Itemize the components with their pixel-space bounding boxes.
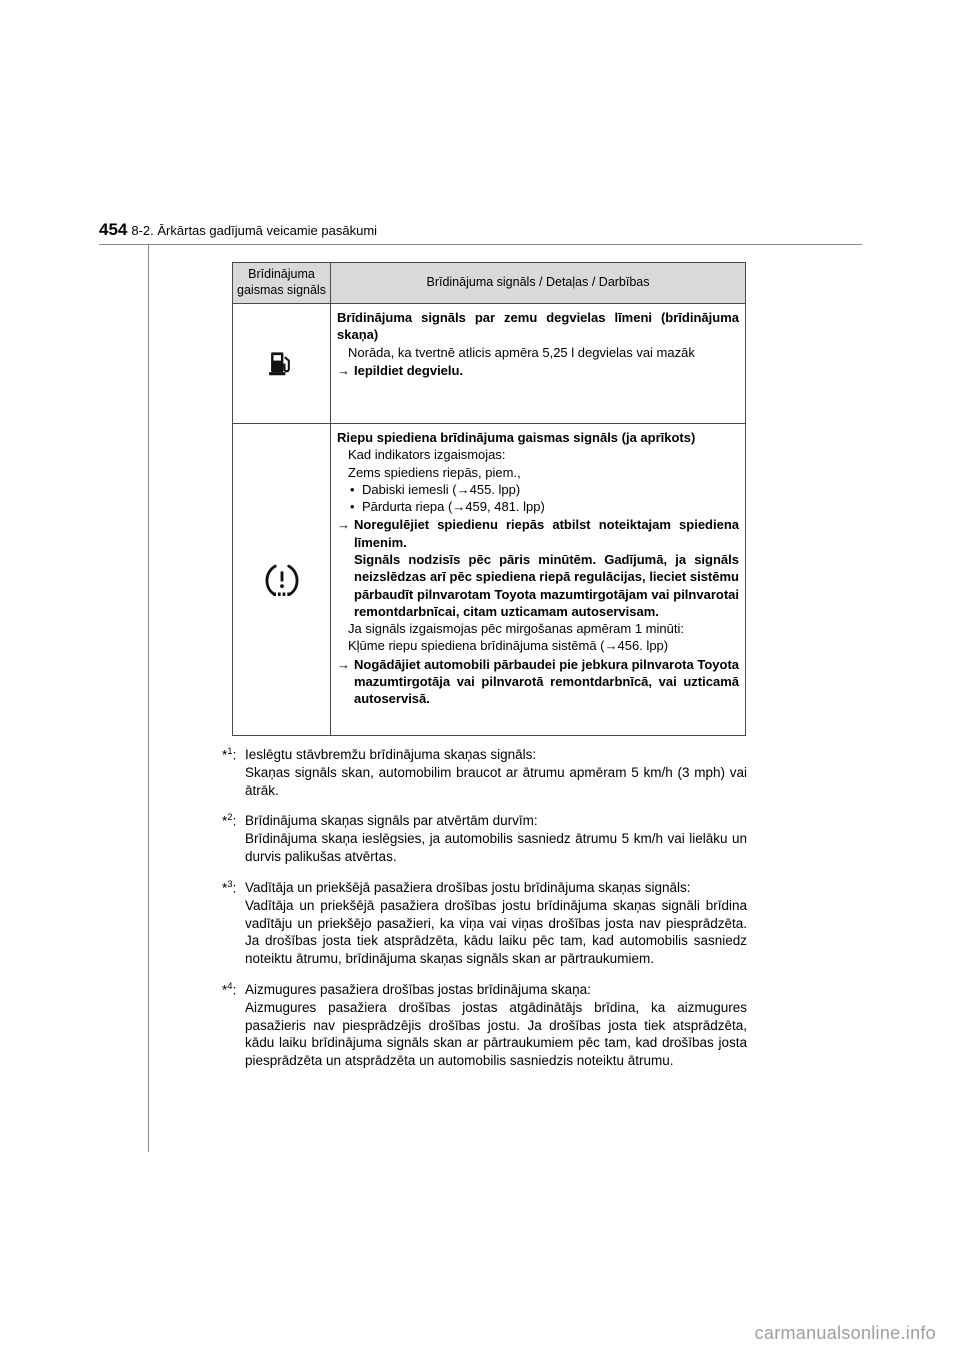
- footnote-title: Brīdinājuma skaņas signāls par atvērtām durvīm:: [245, 813, 538, 829]
- action-text: Noregulējiet spiedienu riepās atbilst noteiktajam spiediena līmenim.: [354, 517, 739, 550]
- footnote-colon: :: [232, 880, 237, 896]
- footnote-body: Aizmugures pasažiera drošības jostas atgādinātājs brīdina, ka aizmugures pasažieris nav piesprādzējis drošības jostu. Ja drošības josta tiek atsprādzēta, kādu laiku brīdinājuma signāls skan ar pārtraukumiem pēc tam, kad drošības josta piesprādzēta un atsprādzēta un automobilis sasniedzis noteiktu ātrumu.: [245, 999, 747, 1069]
- warning-action: [337, 516, 739, 551]
- footnote-marker: [222, 812, 236, 830]
- footnote-number: 2: [227, 812, 233, 824]
- footnote-title: Aizmugures pasažiera drošības jostas brīdinājuma skaņa:: [245, 981, 591, 997]
- footnote-body: Vadītāja un priekšējā pasažiera drošības jostu brīdinājuma skaņas signāli brīdina vadītāju un priekšējo pasažieri, ka viņa vai viņas drošības josta nav piesprādzēta. Ja drošības josta tiek atsprādzēta, kādu laiku pēc tam, kad automobilis sasniedz noteiktu ātrumu, brīdinājuma skaņas signāls skan ar pārtraukumiem.: [245, 897, 747, 967]
- footnote-4: [222, 981, 747, 1070]
- footnote-number: 3: [227, 878, 233, 890]
- low-fuel-symbol-cell: [233, 304, 331, 424]
- bullet-icon: •: [350, 499, 355, 515]
- tire-pressure-symbol-cell: [233, 424, 331, 736]
- footnote-2: [222, 812, 747, 865]
- watermark: carmanualsonline.info: [754, 1323, 936, 1343]
- header-rule: [99, 244, 862, 245]
- warning-line: Ja signāls izgaismojas pēc mirgošanas apmēram 1 minūti:: [348, 621, 684, 637]
- table-row-low-fuel: [233, 304, 746, 424]
- action-text: Nogādājiet automobili pārbaudei pie jebkura pilnvarota Toyota mazumtirgotāja vai pilnvarotā remontdarbnīcā, vai uzticamā autoservisā.: [354, 656, 739, 707]
- footnote-1: [222, 746, 747, 799]
- footnote-body: Skaņas signāls skan, automobilim braucot ar ātrumu apmēram 5 km/h (3 mph) vai ātrāk.: [245, 764, 747, 798]
- warning-lights-table: [232, 262, 746, 736]
- bullet-text: Pārdurta riepa (→459, 481. lpp): [362, 499, 545, 515]
- tire-pressure-details-cell: [331, 424, 746, 736]
- footnote-colon: :: [232, 982, 237, 998]
- warning-title: Brīdinājuma signāls par zemu degvielas līmeni (brīdinājuma skaņa): [337, 310, 739, 343]
- fuel-pump-icon: [267, 349, 297, 379]
- warning-description: Norāda, ka tvertnē atlicis apmēra 5,25 l degvielas vai mazāk: [348, 344, 695, 360]
- footnote-marker: [222, 981, 236, 999]
- footnote-colon: :: [232, 747, 237, 763]
- low-fuel-details-cell: [331, 304, 746, 424]
- arrow-icon: →: [337, 517, 350, 533]
- footnote-star: *: [222, 813, 228, 829]
- warning-note-bold: Signāls nodzisīs pēc pāris minūtēm. Gadījumā, ja signāls neizslēdzas arī pēc spiediena riepā regulācijas, lieciet sistēmu pārbaudīt pilnvarotam Toyota mazumtirgotājam vai pilnvarotai remontdarbnīcai, citam uzticamam autoservisam.: [354, 551, 739, 619]
- tire-pressure-warning-icon: [263, 561, 301, 599]
- arrow-icon: →: [337, 362, 350, 378]
- column-header-details: Brīdinājuma signāls / Detaļas / Darbības: [331, 263, 746, 304]
- footnote-marker: [222, 879, 236, 897]
- footnote-number: 4: [227, 980, 233, 992]
- footnote-marker: [222, 746, 236, 764]
- footnote-star: *: [222, 747, 228, 763]
- warning-line: Zems spiediens riepās, piem.,: [348, 464, 521, 480]
- margin-line: [148, 244, 149, 1152]
- warning-action: [337, 656, 739, 708]
- action-text: Iepildiet degvielu.: [354, 362, 464, 378]
- warning-line: Kļūme riepu spiediena brīdinājuma sistēmā (→456. lpp): [348, 638, 669, 654]
- table-header-row: [233, 263, 746, 304]
- warning-line: Kad indikators izgaismojas:: [348, 447, 506, 463]
- bullet-text: Dabiski iemesli (→455. lpp): [362, 481, 521, 497]
- footnote-colon: :: [232, 813, 237, 829]
- footnote-title: Ieslēgtu stāvbremžu brīdinājuma skaņas signāls:: [245, 747, 537, 762]
- footnote-star: *: [222, 880, 228, 896]
- warning-action: [337, 362, 739, 379]
- footnote-3: [222, 879, 747, 968]
- chapter-title: 8-2. Ārkārtas gadījumā veicamie pasākumi: [131, 223, 378, 238]
- warning-bullet: [337, 481, 739, 498]
- warning-bullet: [337, 498, 739, 515]
- page-header: [99, 220, 377, 240]
- footnotes-section: [222, 746, 747, 1083]
- footnote-body: Brīdinājuma skaņa ieslēgsies, ja automobilis sasniedz ātrumu 5 km/h vai lielāku un durvis palikušas atvērtas.: [245, 831, 747, 865]
- bullet-icon: •: [350, 481, 355, 497]
- footnote-title: Vadītāja un priekšējā pasažiera drošības jostu brīdinājuma skaņas signāls:: [245, 879, 691, 895]
- footnote-star: *: [222, 982, 228, 998]
- page-number: 454: [99, 220, 128, 239]
- table-row-tire-pressure: [233, 424, 746, 736]
- footnote-number: 1: [227, 746, 233, 757]
- arrow-icon: →: [337, 656, 350, 672]
- column-header-symbol: Brīdinājuma gaismas signāls: [233, 263, 331, 304]
- warning-title: Riepu spiediena brīdinājuma gaismas signāls (ja aprīkots): [337, 430, 696, 445]
